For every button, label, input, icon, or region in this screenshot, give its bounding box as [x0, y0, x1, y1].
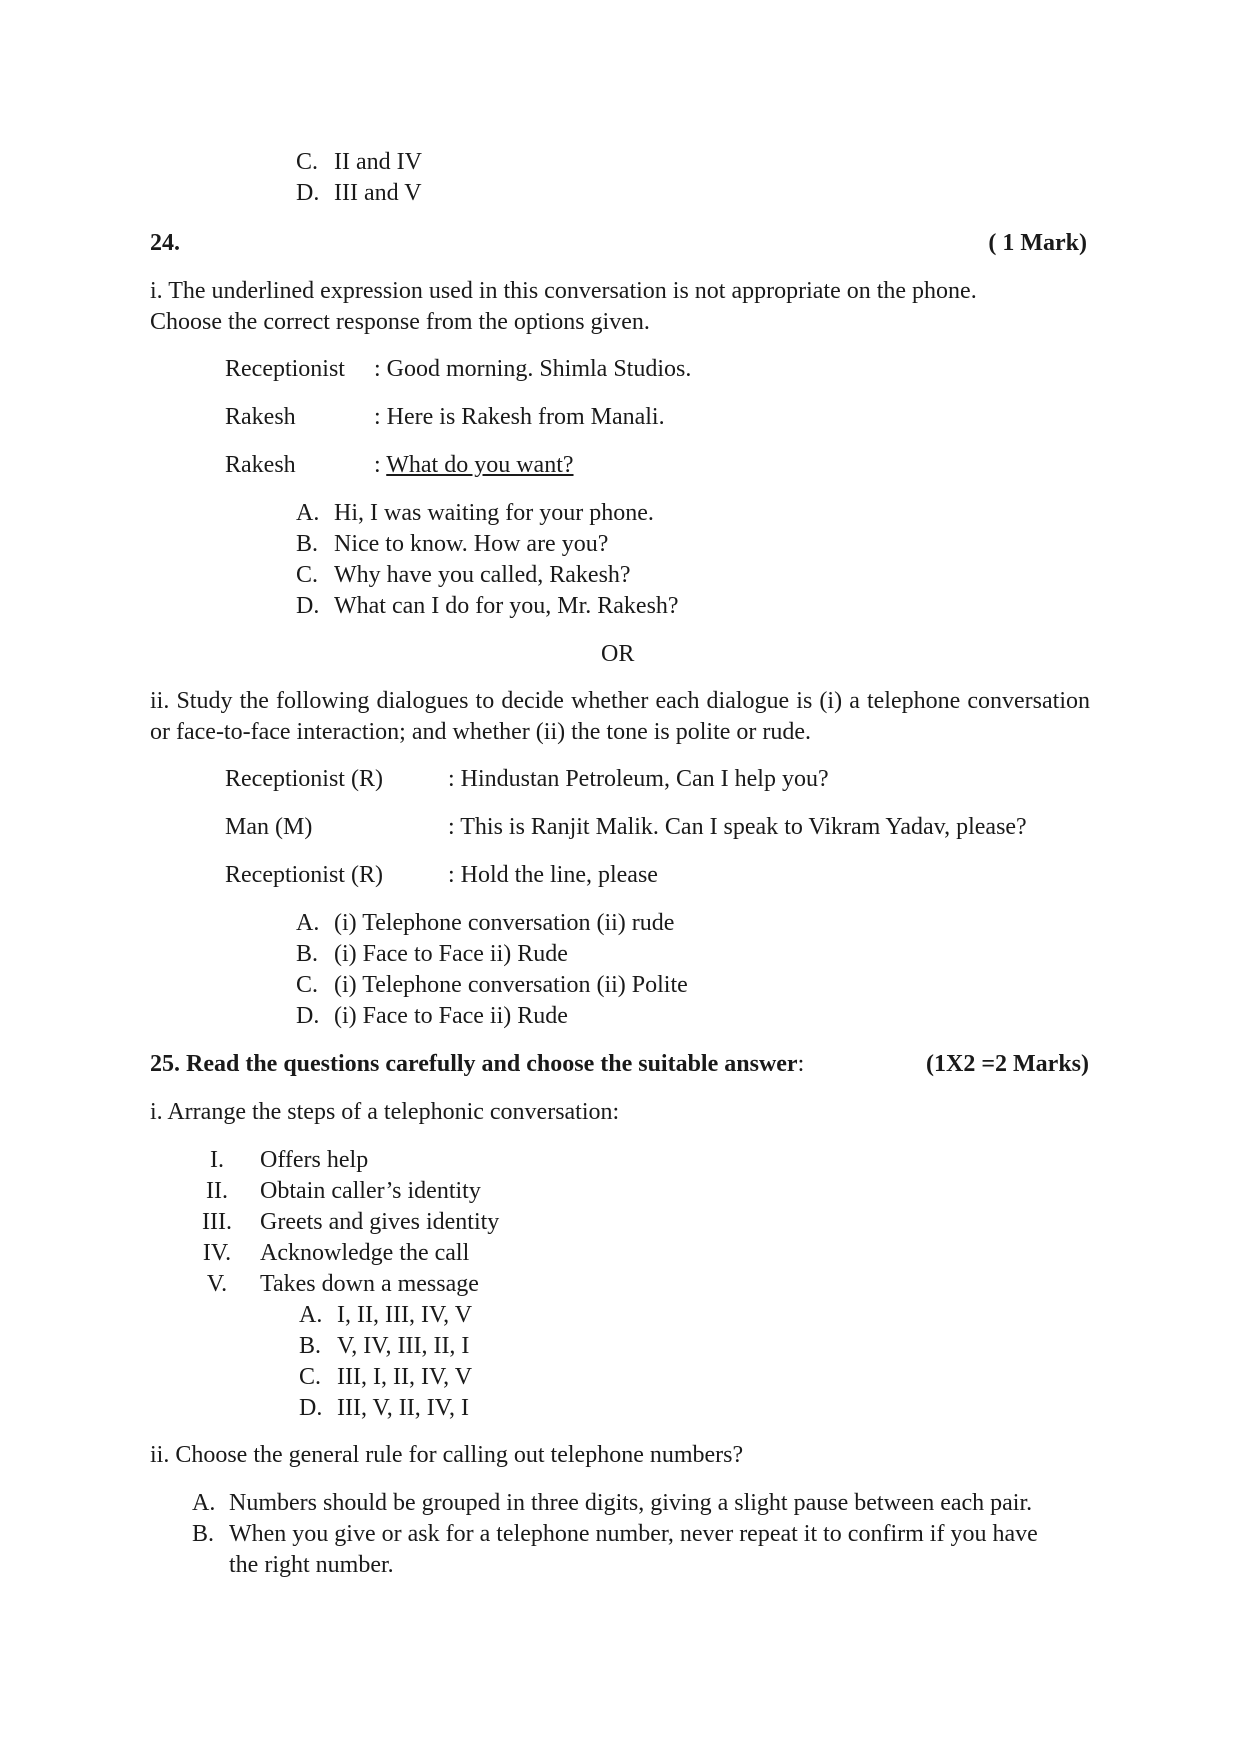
option-c — [296, 148, 422, 176]
instruction-line: Choose the correct response from the options given. — [150, 309, 650, 335]
step-item: I. Offers help — [210, 1147, 369, 1173]
option-letter: C. — [296, 149, 319, 175]
step-item: II. Obtain caller’s identity — [206, 1178, 481, 1204]
step-item: IV. Acknowledge the call — [202, 1240, 470, 1266]
option-text: III and V — [334, 180, 422, 206]
option-text: II and IV — [334, 149, 422, 175]
instruction-line: i. Arrange the steps of a telephonic conversation: — [150, 1099, 620, 1125]
option-a: A. Numbers should be grouped in three digits, giving a slight pause between each pair. — [192, 1490, 1033, 1516]
instruction-line: ii. Choose the general rule for calling out telephone numbers? — [150, 1442, 744, 1468]
option-c: C. Why have you called, Rakesh? — [296, 562, 631, 588]
or-separator: OR — [601, 641, 635, 667]
step-item: III. Greets and gives identity — [202, 1209, 500, 1235]
dialogue-speaker: Man (M) — [225, 814, 313, 840]
option-d: D. III, V, II, IV, I — [299, 1395, 469, 1421]
option-letter: D. — [296, 180, 320, 206]
option-d: D. What can I do for you, Mr. Rakesh? — [296, 593, 679, 619]
option-b: B. (i) Face to Face ii) Rude — [296, 941, 568, 967]
dialogue-speaker: Receptionist (R) — [225, 766, 383, 792]
dialogue-line: : Hold the line, please — [448, 862, 658, 888]
option-b: B. V, IV, III, II, I — [299, 1333, 470, 1359]
option-b: B. When you give or ask for a telephone number, never repeat it to confirm if you have — [192, 1521, 1038, 1547]
instruction-line: i. The underlined expression used in this conversation is not appropriate on the phone. — [150, 278, 977, 304]
option-c: C. (i) Telephone conversation (ii) Polite — [296, 972, 688, 998]
option-b-continuation: the right number. — [229, 1552, 394, 1578]
option-a: A. (i) Telephone conversation (ii) rude — [296, 910, 675, 936]
option-b: B. Nice to know. How are you? — [296, 531, 609, 557]
dialogue-speaker: Receptionist (R) — [225, 862, 383, 888]
question-marks: ( 1 Mark) — [988, 230, 1087, 256]
option-d — [296, 179, 422, 207]
dialogue-line: : This is Ranjit Malik. Can I speak to Vikram Yadav, please? — [448, 814, 1027, 840]
underlined-expression: What do you want? — [386, 452, 574, 478]
question-number: 24. — [150, 230, 180, 256]
dialogue-line: : Good morning. Shimla Studios. — [374, 356, 692, 382]
option-a: A. I, II, III, IV, V — [299, 1302, 473, 1328]
option-c: C. III, I, II, IV, V — [299, 1364, 473, 1390]
dialogue-line: : Here is Rakesh from Manali. — [374, 404, 665, 430]
dialogue-speaker: Receptionist — [225, 356, 345, 382]
question-marks: (1X2 =2 Marks) — [926, 1051, 1089, 1077]
step-item: V. Takes down a message — [206, 1271, 479, 1297]
option-a: A. Hi, I was waiting for your phone. — [296, 500, 654, 526]
dialogue-speaker: Rakesh — [225, 452, 296, 478]
option-d: D. (i) Face to Face ii) Rude — [296, 1003, 568, 1029]
dialogue-line: : Hindustan Petroleum, Can I help you? — [448, 766, 829, 792]
question-title: 25. Read the questions carefully and choose the suitable answer: — [150, 1051, 805, 1077]
instruction-paragraph: ii. Study the following dialogues to decide whether each dialogue is (i) a telephone conversation or face-to-face interaction; and whether (ii) the tone is polite or rude. — [150, 688, 1090, 745]
dialogue-line: : What do you want? — [374, 452, 574, 478]
dialogue-speaker: Rakesh — [225, 404, 296, 430]
